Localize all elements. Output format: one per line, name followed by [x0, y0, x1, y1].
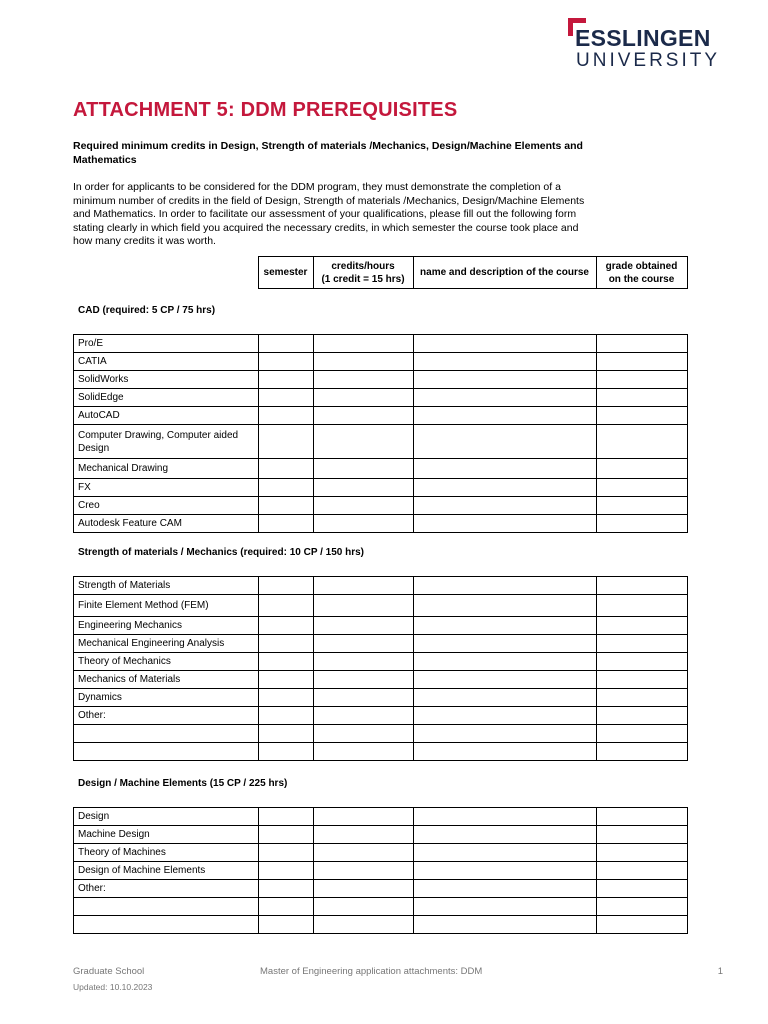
table-row: [74, 743, 688, 761]
grade-cell[interactable]: [597, 635, 688, 653]
grade-cell[interactable]: [597, 725, 688, 743]
section-heading-design: Design / Machine Elements (15 CP / 225 hrs): [78, 778, 288, 789]
cad-table: [73, 334, 688, 533]
table-row: [74, 898, 688, 916]
table-row: [74, 497, 688, 515]
header-blank: [73, 257, 258, 289]
grade-cell[interactable]: [597, 862, 688, 880]
course-label-input[interactable]: [74, 916, 259, 934]
grade-cell[interactable]: [597, 577, 688, 595]
course-label: Theory of Mechanics: [74, 653, 259, 671]
course-label: Pro/E: [74, 335, 259, 353]
course-label-input[interactable]: [74, 725, 259, 743]
credits-cell[interactable]: [314, 689, 414, 707]
course-description-cell[interactable]: [414, 826, 597, 844]
course-label: Other:: [74, 880, 259, 898]
grade-cell[interactable]: [597, 826, 688, 844]
semester-cell[interactable]: [259, 826, 314, 844]
semester-cell[interactable]: [259, 595, 314, 617]
credits-cell[interactable]: [314, 707, 414, 725]
course-description-cell[interactable]: [414, 425, 597, 459]
grade-cell[interactable]: [597, 653, 688, 671]
grade-cell[interactable]: [597, 617, 688, 635]
grade-cell[interactable]: [597, 459, 688, 479]
header-grade: [596, 257, 687, 289]
credits-cell[interactable]: [314, 916, 414, 934]
table-row: [74, 689, 688, 707]
course-label: Finite Element Method (FEM): [74, 595, 259, 617]
course-label: Design: [74, 808, 259, 826]
grade-cell[interactable]: [597, 353, 688, 371]
course-description-cell[interactable]: [414, 671, 597, 689]
semester-cell[interactable]: [259, 515, 314, 533]
course-description-cell[interactable]: [414, 743, 597, 761]
table-row: [74, 635, 688, 653]
course-label-input[interactable]: [74, 898, 259, 916]
page-number: 1: [717, 966, 723, 977]
credits-cell[interactable]: [314, 389, 414, 407]
course-description-cell[interactable]: [414, 353, 597, 371]
course-label: Mechanical Engineering Analysis: [74, 635, 259, 653]
course-label: SolidWorks: [74, 371, 259, 389]
credits-cell[interactable]: [314, 653, 414, 671]
credits-cell[interactable]: [314, 844, 414, 862]
credits-cell[interactable]: [314, 826, 414, 844]
course-description-cell[interactable]: [414, 497, 597, 515]
credits-cell[interactable]: [314, 635, 414, 653]
credits-cell[interactable]: [314, 671, 414, 689]
course-description-cell[interactable]: [414, 577, 597, 595]
grade-cell[interactable]: [597, 707, 688, 725]
table-row: [74, 371, 688, 389]
section-heading-cad: CAD (required: 5 CP / 75 hrs): [78, 305, 216, 316]
logo-line-2: UNIVERSITY: [576, 50, 721, 71]
grade-cell[interactable]: [597, 335, 688, 353]
course-label: Mechanical Drawing: [74, 459, 259, 479]
header-grade-line1: grade obtained: [605, 260, 678, 272]
credits-cell[interactable]: [314, 577, 414, 595]
credits-cell[interactable]: [314, 425, 414, 459]
semester-cell[interactable]: [259, 725, 314, 743]
table-row: [74, 617, 688, 635]
semester-cell[interactable]: [259, 808, 314, 826]
course-description-cell[interactable]: [414, 725, 597, 743]
grade-cell[interactable]: [597, 671, 688, 689]
credits-cell[interactable]: [314, 335, 414, 353]
credits-cell[interactable]: [314, 808, 414, 826]
credits-cell[interactable]: [314, 515, 414, 533]
table-row: [74, 826, 688, 844]
semester-cell[interactable]: [259, 577, 314, 595]
course-label: FX: [74, 479, 259, 497]
semester-cell[interactable]: [259, 689, 314, 707]
course-description-cell[interactable]: [414, 335, 597, 353]
grade-cell[interactable]: [597, 479, 688, 497]
footer-left: Graduate School: [73, 966, 145, 977]
course-label: Machine Design: [74, 826, 259, 844]
column-header-table: [73, 256, 688, 289]
course-description-cell[interactable]: [414, 689, 597, 707]
table-row: [74, 808, 688, 826]
credits-cell[interactable]: [314, 743, 414, 761]
subtitle: Required minimum credits in Design, Strength of materials /Mechanics, Design/Machine Elements and Mathematics: [73, 140, 583, 166]
mechanics-table: [73, 576, 688, 761]
course-label: Engineering Mechanics: [74, 617, 259, 635]
course-label: Dynamics: [74, 689, 259, 707]
credits-cell[interactable]: [314, 497, 414, 515]
course-description-cell[interactable]: [414, 808, 597, 826]
credits-cell[interactable]: [314, 371, 414, 389]
grade-cell[interactable]: [597, 515, 688, 533]
table-row: [74, 577, 688, 595]
course-label: Theory of Machines: [74, 844, 259, 862]
table-row: [74, 479, 688, 497]
grade-cell[interactable]: [597, 916, 688, 934]
course-label: Other:: [74, 707, 259, 725]
course-description-cell[interactable]: [414, 617, 597, 635]
grade-cell[interactable]: [597, 898, 688, 916]
credits-cell[interactable]: [314, 617, 414, 635]
course-description-cell[interactable]: [414, 479, 597, 497]
university-logo: [568, 18, 726, 72]
semester-cell[interactable]: [259, 371, 314, 389]
table-row: [74, 595, 688, 617]
header-credits: [313, 257, 413, 289]
course-label: SolidEdge: [74, 389, 259, 407]
course-label: Strength of Materials: [74, 577, 259, 595]
course-label: Autodesk Feature CAM: [74, 515, 259, 533]
semester-cell[interactable]: [259, 844, 314, 862]
semester-cell[interactable]: [259, 916, 314, 934]
course-description-cell[interactable]: [414, 862, 597, 880]
grade-cell[interactable]: [597, 389, 688, 407]
table-row: [74, 707, 688, 725]
semester-cell[interactable]: [259, 743, 314, 761]
course-description-cell[interactable]: [414, 371, 597, 389]
credits-cell[interactable]: [314, 353, 414, 371]
credits-cell[interactable]: [314, 479, 414, 497]
course-description-cell[interactable]: [414, 459, 597, 479]
grade-cell[interactable]: [597, 743, 688, 761]
header-course: name and description of the course: [413, 257, 596, 289]
intro-paragraph: In order for applicants to be considered for the DDM program, they must demonstrate the completion of a minimum number of credits in the field of Design, Strength of materials /Mechanics, Design/Machine Elements and Mathematics. In order to facilitate our assessment of your qualifications, please fill out the following form stating clearly in which field you acquired the necessary credits, in which semester the course took place and how many credits it was worth.: [73, 181, 585, 247]
course-label: Computer Drawing, Computer aided Design: [74, 425, 259, 459]
course-label: Mechanics of Materials: [74, 671, 259, 689]
page-title: ATTACHMENT 5: DDM PREREQUISITES: [73, 99, 458, 121]
credits-cell[interactable]: [314, 862, 414, 880]
grade-cell[interactable]: [597, 497, 688, 515]
semester-cell[interactable]: [259, 335, 314, 353]
credits-cell[interactable]: [314, 595, 414, 617]
semester-cell[interactable]: [259, 389, 314, 407]
table-row: [74, 389, 688, 407]
course-label-input[interactable]: [74, 743, 259, 761]
table-row: [74, 725, 688, 743]
section-heading-mechanics: Strength of materials / Mechanics (required: 10 CP / 150 hrs): [78, 547, 365, 558]
table-row: [74, 844, 688, 862]
grade-cell[interactable]: [597, 371, 688, 389]
semester-cell[interactable]: [259, 425, 314, 459]
semester-cell[interactable]: [259, 635, 314, 653]
semester-cell[interactable]: [259, 898, 314, 916]
credits-cell[interactable]: [314, 407, 414, 425]
table-row: [74, 425, 688, 459]
course-label: Design of Machine Elements: [74, 862, 259, 880]
semester-cell[interactable]: [259, 407, 314, 425]
semester-cell[interactable]: [259, 653, 314, 671]
table-row: [74, 353, 688, 371]
course-description-cell[interactable]: [414, 389, 597, 407]
footer-center: Master of Engineering application attachments: DDM: [260, 966, 483, 977]
credits-cell[interactable]: [314, 459, 414, 479]
grade-cell[interactable]: [597, 407, 688, 425]
credits-cell[interactable]: [314, 898, 414, 916]
course-description-cell[interactable]: [414, 880, 597, 898]
semester-cell[interactable]: [259, 497, 314, 515]
grade-cell[interactable]: [597, 595, 688, 617]
course-description-cell[interactable]: [414, 916, 597, 934]
course-description-cell[interactable]: [414, 407, 597, 425]
table-row: [74, 916, 688, 934]
header-credits-line2: (1 credit = 15 hrs): [321, 273, 405, 285]
course-description-cell[interactable]: [414, 707, 597, 725]
table-row: [74, 862, 688, 880]
semester-cell[interactable]: [259, 353, 314, 371]
course-description-cell[interactable]: [414, 844, 597, 862]
course-description-cell[interactable]: [414, 653, 597, 671]
course-label: AutoCAD: [74, 407, 259, 425]
course-description-cell[interactable]: [414, 515, 597, 533]
grade-cell[interactable]: [597, 425, 688, 459]
header-semester: semester: [258, 257, 313, 289]
table-row: [74, 515, 688, 533]
course-description-cell[interactable]: [414, 595, 597, 617]
header-grade-line2: on the course: [608, 273, 675, 285]
semester-cell[interactable]: [259, 479, 314, 497]
table-row: [74, 880, 688, 898]
semester-cell[interactable]: [259, 617, 314, 635]
grade-cell[interactable]: [597, 844, 688, 862]
semester-cell[interactable]: [259, 671, 314, 689]
course-description-cell[interactable]: [414, 898, 597, 916]
grade-cell[interactable]: [597, 808, 688, 826]
credits-cell[interactable]: [314, 880, 414, 898]
table-row: [74, 459, 688, 479]
course-label: Creo: [74, 497, 259, 515]
design-table: [73, 807, 688, 934]
table-row: [74, 407, 688, 425]
logo-line-1: ESSLINGEN: [575, 25, 711, 51]
table-row: [74, 335, 688, 353]
grade-cell[interactable]: [597, 880, 688, 898]
header-credits-line1: credits/hours: [331, 260, 395, 272]
credits-cell[interactable]: [314, 725, 414, 743]
course-description-cell[interactable]: [414, 635, 597, 653]
footer-updated: Updated: 10.10.2023: [73, 982, 153, 992]
table-row: [74, 671, 688, 689]
semester-cell[interactable]: [259, 459, 314, 479]
semester-cell[interactable]: [259, 880, 314, 898]
grade-cell[interactable]: [597, 689, 688, 707]
course-label: CATIA: [74, 353, 259, 371]
semester-cell[interactable]: [259, 862, 314, 880]
semester-cell[interactable]: [259, 707, 314, 725]
table-row: [74, 653, 688, 671]
